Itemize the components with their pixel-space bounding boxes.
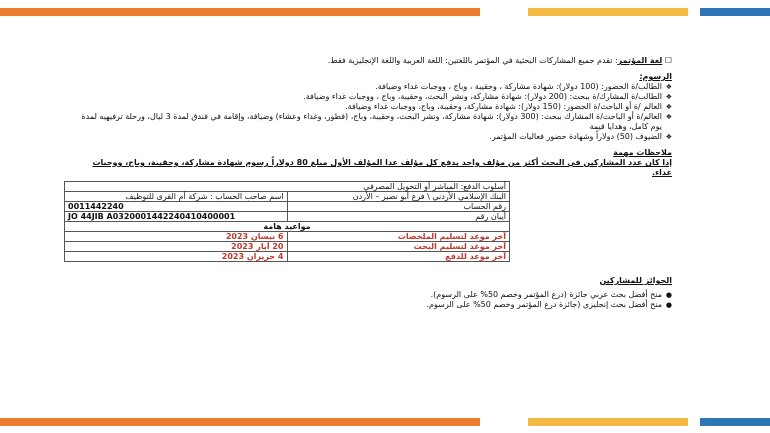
payment-method: أسلوب الدفع: المباشر أو التحويل المصرفي	[65, 182, 510, 192]
award-item: ● منح أفضل بحث عربي جائزة (درع المؤتمر وخصم 50% على الرسوم).	[80, 290, 672, 300]
payment-table	[64, 181, 510, 262]
fee-item: ❖ الطالب/ة المشارك/ة ببحث: (200 دولار): شهادة مشاركة، ونشر البحث، وحقيبة، وباج ، ووجبات غداء وضيافة.	[80, 92, 672, 102]
award-item: ● منح أفضل بحث إنجليزي (جائزة درع المؤتمر وخصم 50% على الرسوم.	[80, 300, 672, 310]
table-row	[65, 252, 510, 262]
fees-list	[80, 82, 672, 142]
language-text: : تقدم جميع المشاركات البحثية في المؤتمر باللغتين: اللغة العربية واللغة الإنجليزية فقط.	[327, 56, 618, 65]
table-row	[65, 182, 510, 192]
bottom-bar-gold	[528, 418, 688, 426]
fee-item: ❖ الضيوف (50) دولاراً وشهادة حضور فعاليات المؤتمر.	[80, 132, 672, 142]
document-body	[68, 56, 672, 310]
date-label: آخر موعد لتسليم الملخصات	[287, 232, 510, 242]
bank-name: البنك الإسلامي الأردني \ فرع أبو نصير – الأردن	[287, 192, 510, 202]
table-row	[65, 192, 510, 202]
top-bar-orange	[0, 8, 480, 16]
awards-list	[80, 290, 672, 310]
table-row	[65, 212, 510, 222]
top-bar-gold	[528, 8, 688, 16]
account-number-label: رقم الحساب	[287, 202, 510, 212]
date-value: 4 حزيران 2023	[65, 252, 288, 262]
account-number-value: 0011442240	[65, 202, 288, 212]
iban-value: JO 44JIB A0320001442240410400001	[65, 212, 288, 222]
language-paragraph	[80, 56, 672, 66]
table-row	[65, 202, 510, 212]
fee-item: ❖ العالم /ة أو الباحث/ة الحضور: (150 دولار): شهادة مشاركة، وحقيبة، وباج، ووجبات غداء وضيافة.	[80, 102, 672, 112]
date-label: آخر موعد لتسليم البحث	[287, 242, 510, 252]
checkbox-icon: ☐	[664, 56, 672, 65]
table-row	[65, 242, 510, 252]
fees-heading: الرسوم:	[639, 72, 672, 81]
bottom-bar-blue	[700, 418, 770, 426]
fee-item: ❖ الطالب/ة الحضور: (100 دولار): شهادة مشاركة ، وحقيبة ، وباج ، ووجبات غداء وضيافة.	[80, 82, 672, 92]
fee-item: ❖ العالم/ة أو الباحث/ة المشارك ببحث: (300 دولار): شهادة مشاركة، ونشر البحث، وحقيبة، وباج، (فطور، وغداء وعشاء) وضيافة، وإقامة في فندق لمدة 3 ليال، ورحلة ترفيهيه لمدة يوم كامل، وهدايا قيمة	[80, 112, 672, 132]
bottom-bar-orange	[0, 418, 480, 426]
iban-label: أيبان رقم	[287, 212, 510, 222]
language-label: لغة المؤتمر	[617, 56, 663, 65]
dates-heading: مواعيد هامة	[65, 222, 510, 232]
table-row	[65, 232, 510, 242]
date-label: آخر موعد للدفع	[287, 252, 510, 262]
table-row	[65, 222, 510, 232]
date-value: 6 نيسان 2023	[65, 232, 288, 242]
top-bar-blue	[700, 8, 770, 16]
date-value: 20 أيار 2023	[65, 242, 288, 252]
awards-heading: الجوائز للمشاركين	[599, 276, 672, 285]
account-holder: اسم صاحب الحساب : شركة أم القرى للتوظيف	[65, 192, 288, 202]
notes-text: إذا كان عدد المشاركين في البحث أكثر من مؤلف واحد يدفع كل مؤلف عدا المؤلف الأول مبلغ 80 دولاراً رسوم شهادة مشاركة، وحقيبة، وباج، ووجبات غداء.	[92, 158, 672, 177]
notes-heading: ملاحظات مهمة	[613, 148, 672, 157]
